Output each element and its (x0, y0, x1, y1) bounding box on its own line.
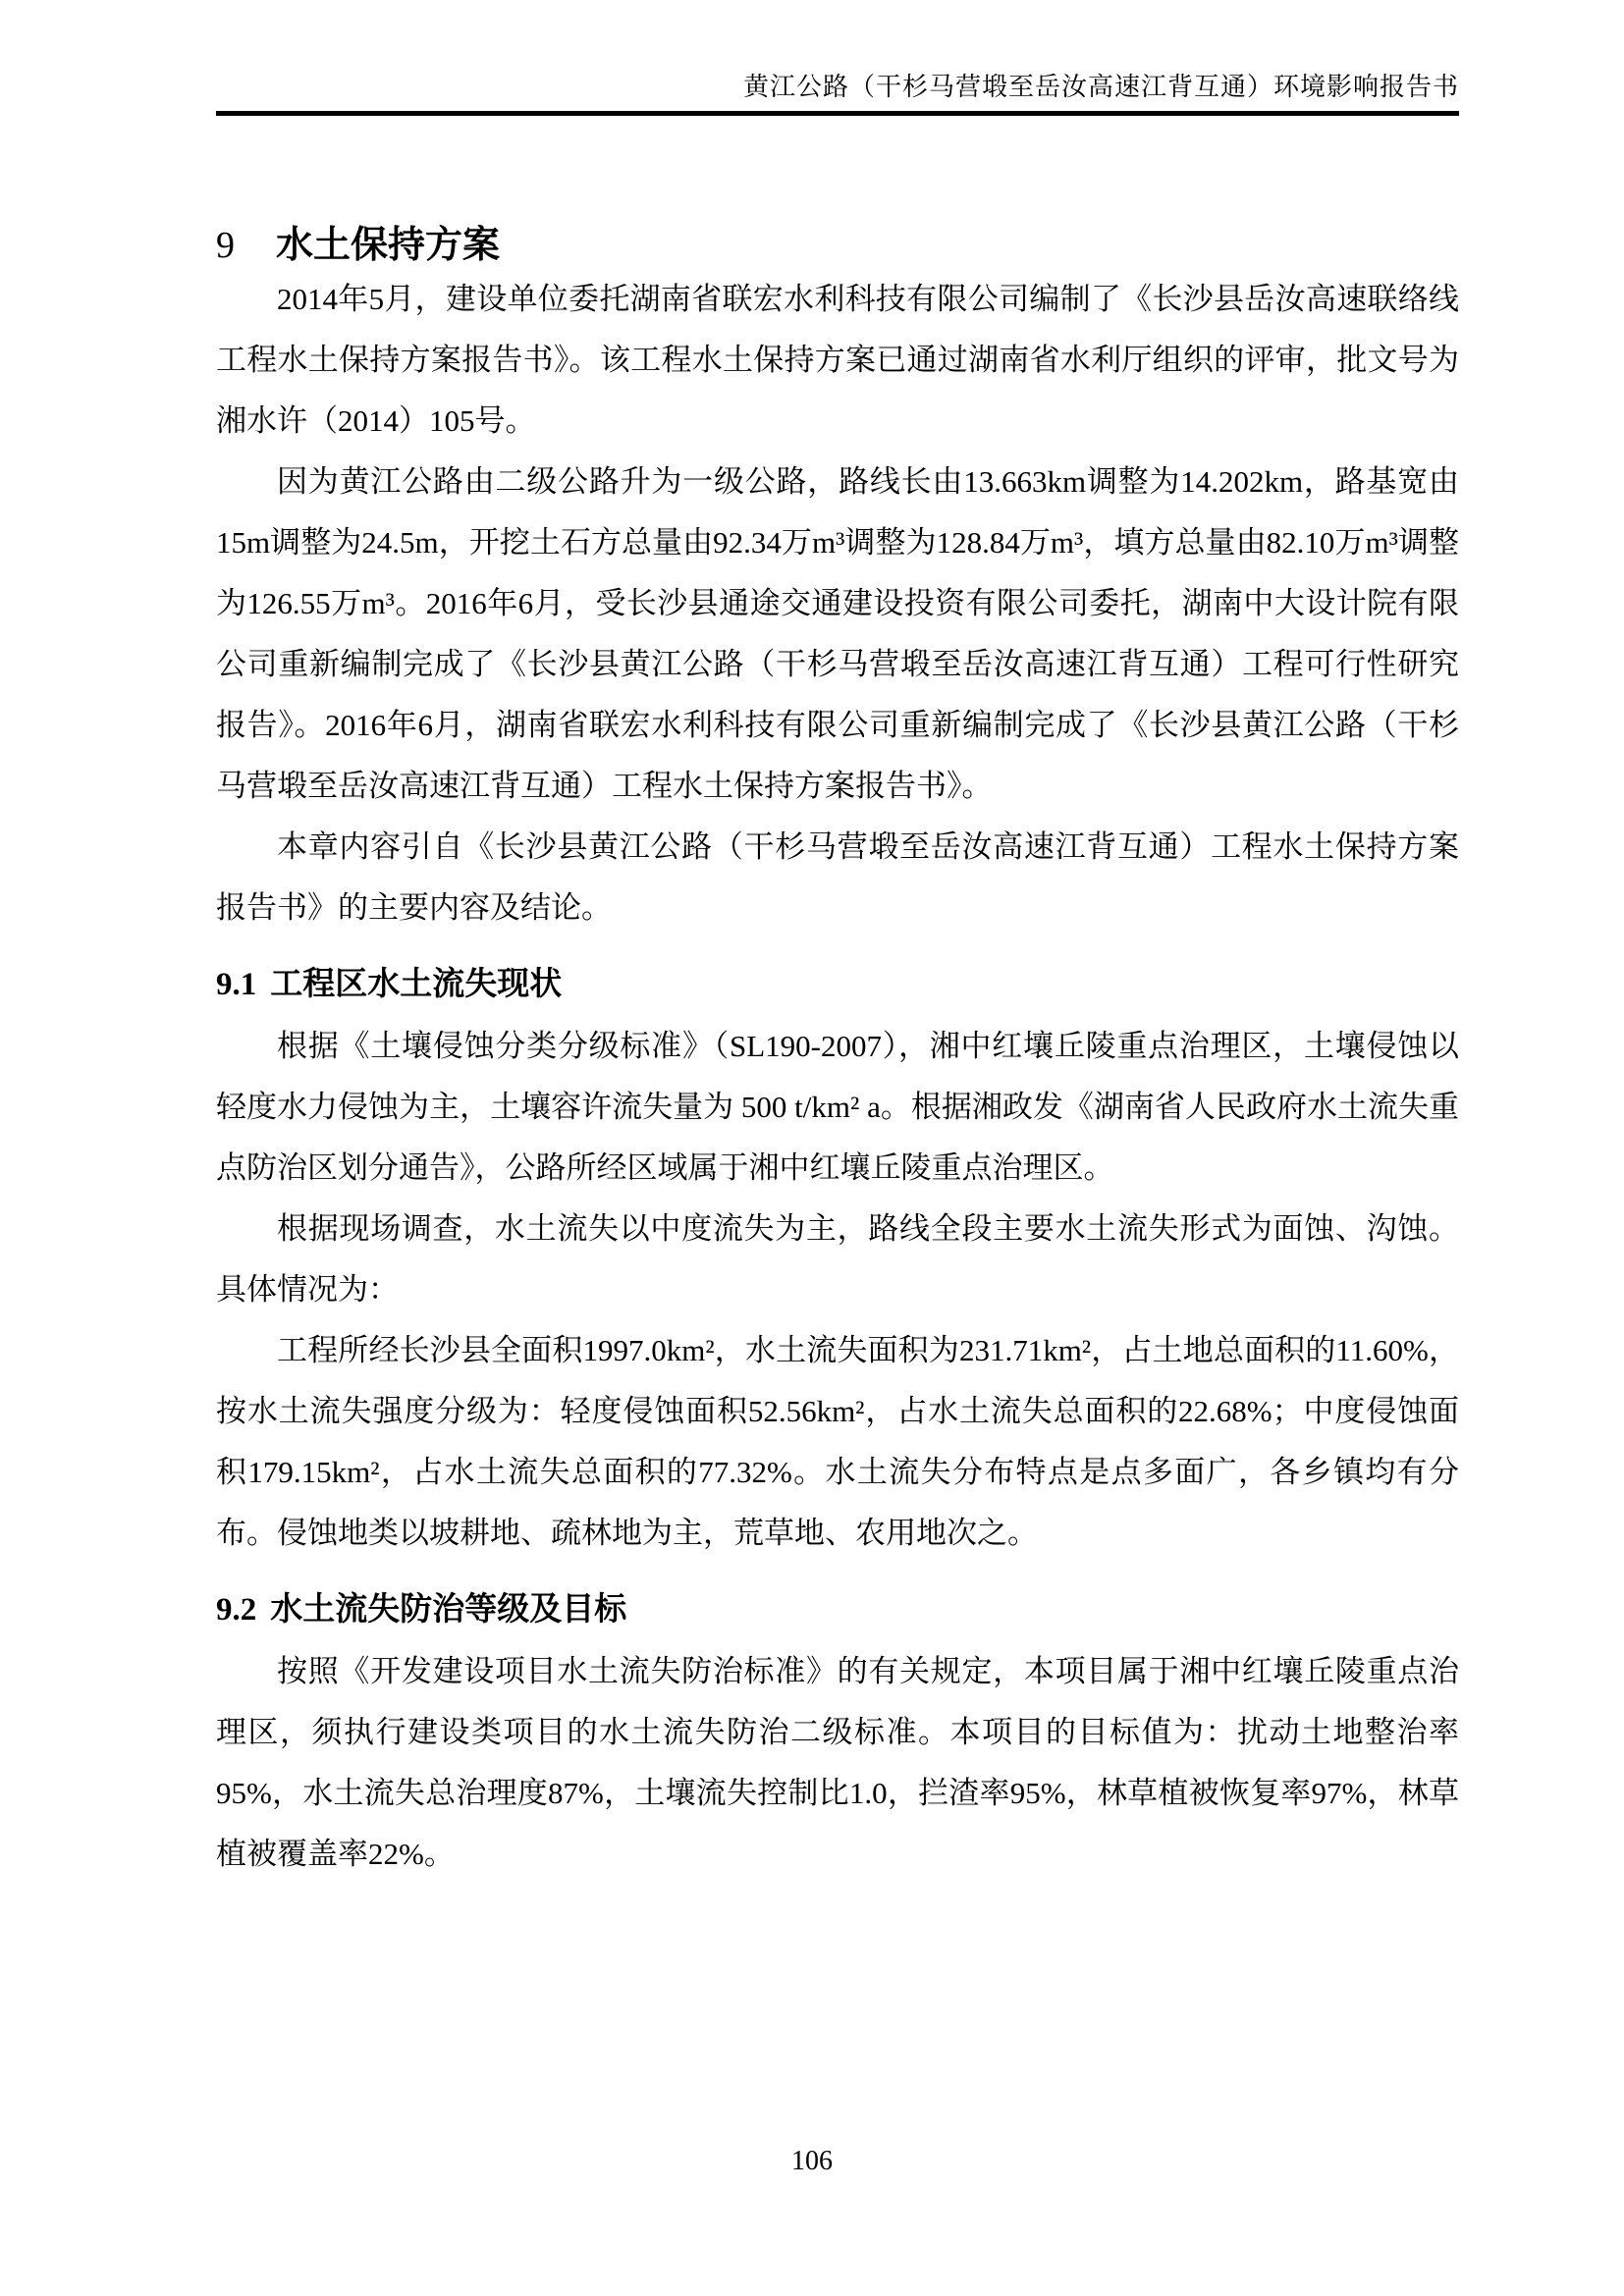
section-9-1-title: 工程区水土流失现状 (270, 965, 563, 1001)
page-content (216, 222, 1459, 1885)
section-9-2-heading (216, 1585, 1459, 1633)
page-footer (0, 2145, 1624, 2178)
paragraph-s9-1: 2014年5月，建设单位委托湖南省联宏水利科技有限公司编制了《长沙县岳汝高速联络线工程水土保持方案报告书》。该工程水土保持方案已通过湖南省水利厅组织的评审，批文号为湘水许（2014）105号。 (216, 282, 1459, 438)
page-number: 106 (791, 2146, 833, 2176)
paragraph-s9-1-3: 工程所经长沙县全面积1997.0km²，水土流失面积为231.71km²，占土地总面积的11.60%，按水土流失强度分级为：轻度侵蚀面积52.56km²，占水土流失总面积的22.68%；中度侵蚀面积179.15km²，占水土流失总面积的77.32%。水土流失分布特点是点多面广，各乡镇均有分布。侵蚀地类以坡耕地、疏林地为主，荒草地、农用地次之。 (216, 1333, 1459, 1550)
section-9-1-number: 9.1 (216, 967, 257, 1002)
running-header (216, 71, 1459, 116)
paragraph-s9-1-1: 根据《土壤侵蚀分类分级标准》（SL190-2007），湘中红壤丘陵重点治理区，土壤侵蚀以轻度水力侵蚀为主，土壤容许流失量为 500 t/km² a。根据湘政发《湖南省人民政府水土流失重点防治区划分通告》，公路所经区域属于湘中红壤丘陵重点治理区。 (216, 1029, 1459, 1185)
paragraph-s9-2: 因为黄江公路由二级公路升为一级公路，路线长由13.663km调整为14.202km，路基宽由15m调整为24.5m，开挖土石方总量由92.34万m³调整为128.84万m³，填方总量由82.10万m³调整为126.55万m³。2016年6月，受长沙县通途交通建设投资有限公司委托，湖南中大设计院有限公司重新编制完成了《长沙县黄江公路（干杉马营塅至岳汝高速江背互通）工程可行性研究报告》。2016年6月，湖南省联宏水利科技有限公司重新编制完成了《长沙县黄江公路（干杉马营塅至岳汝高速江背互通）工程水土保持方案报告书》。 (216, 464, 1459, 803)
section-9-2-title: 水土流失防治等级及目标 (270, 1590, 627, 1627)
paragraph-s9-2-1: 按照《开发建设项目水土流失防治标准》的有关规定，本项目属于湘中红壤丘陵重点治理区，须执行建设类项目的水土流失防治二级标准。本项目的目标值为：扰动土地整治率95%，水土流失总治理度87%，土壤流失控制比1.0，拦渣率95%，林草植被恢复率97%，林草植被覆盖率22%。 (216, 1654, 1459, 1871)
section-9-2-number: 9.2 (216, 1592, 257, 1628)
paragraph-s9-1-2: 根据现场调查，水土流失以中度流失为主，路线全段主要水土流失形式为面蚀、沟蚀。具体情况为： (216, 1211, 1459, 1307)
section-9-number: 9 (216, 225, 235, 266)
running-header-title: 黄江公路（干杉马营塅至岳汝高速江背互通）环境影响报告书 (742, 73, 1459, 101)
section-9-1-heading (216, 960, 1459, 1008)
section-9-title: 水土保持方案 (276, 225, 501, 266)
section-9-heading (216, 222, 1459, 269)
paragraph-s9-3: 本章内容引自《长沙县黄江公路（干杉马营塅至岳汝高速江背互通）工程水土保持方案报告书》的主要内容及结论。 (216, 829, 1459, 925)
